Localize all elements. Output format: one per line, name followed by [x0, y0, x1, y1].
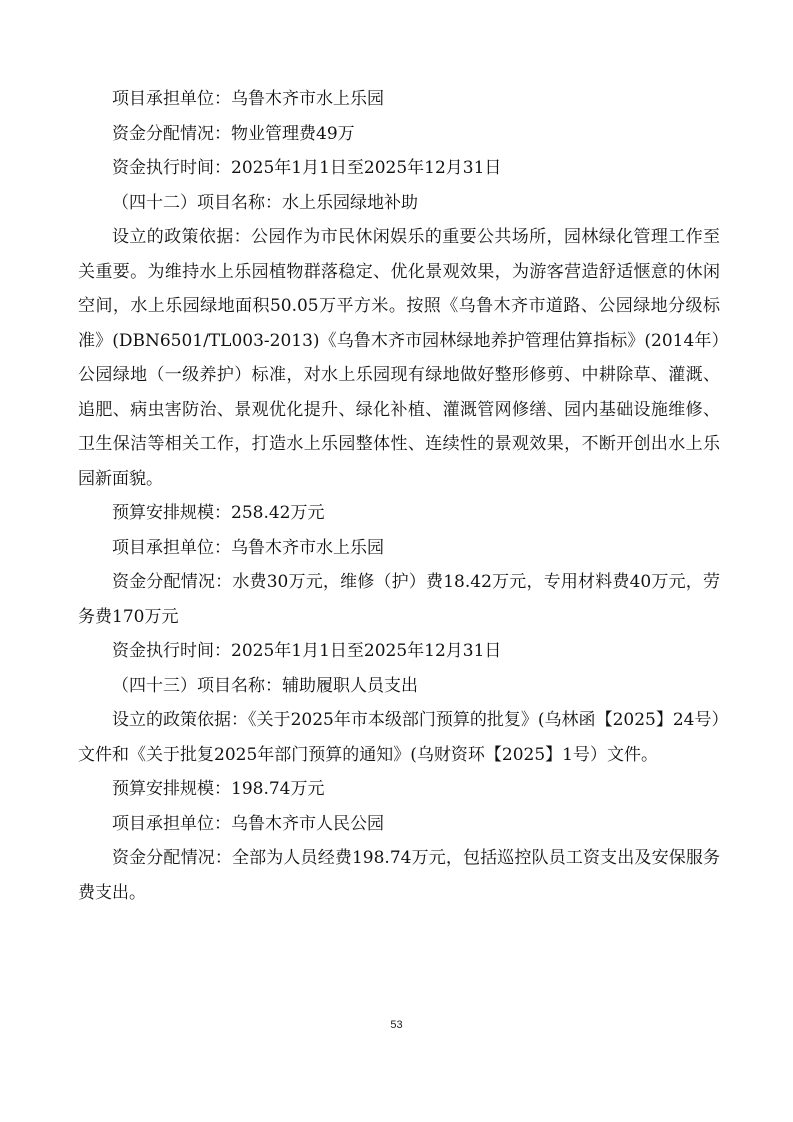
- paragraph-undertaking-unit-1: 项目承担单位：乌鲁木齐市水上乐园: [112, 89, 384, 109]
- section-heading-42: （四十二）项目名称：水上乐园绿地补助: [112, 192, 418, 213]
- paragraph-fund-allocation-42: 资金分配情况：水费30万元，维修（护）费18.42万元，专用材料费40万元，劳务费170万元: [78, 572, 720, 627]
- paragraph-undertaking-unit-43: 项目承担单位：乌鲁木齐市人民公园: [112, 813, 384, 834]
- paragraph-policy-basis-43: 设立的政策依据：《关于2025年市本级部门预算的批复》(乌林函【2025】24号）文件和《关于批复2025年部门预算的通知》(乌财资环【2025】1号）文件。: [78, 710, 720, 765]
- paragraph-fund-allocation-1: 资金分配情况：物业管理费49万: [112, 123, 355, 144]
- page-number: 53: [390, 1019, 403, 1031]
- paragraph-fund-allocation-43: 资金分配情况：全部为人员经费198.74万元，包括巡控队员工资支出及安保服务费支出。: [78, 848, 720, 903]
- paragraph-budget-scale-42: 预算安排规模：258.42万元: [112, 503, 325, 523]
- paragraph-budget-scale-43: 预算安排规模：198.74万元: [112, 779, 325, 799]
- paragraph-execution-time-42: 资金执行时间：2025年1月1日至2025年12月31日: [112, 641, 502, 661]
- document-body: [78, 82, 720, 910]
- paragraph-execution-time-1: 资金执行时间：2025年1月1日至2025年12月31日: [112, 158, 502, 178]
- paragraph-undertaking-unit-42: 项目承担单位：乌鲁木齐市水上乐园: [112, 537, 384, 558]
- paragraph-policy-basis-42: 设立的政策依据：公园作为市民休闲娱乐的重要公共场所，园林绿化管理工作至关重要。为维持水上乐园植物群落稳定、优化景观效果，为游客营造舒适惬意的休闲空间，水上乐园绿地面积50.05万平方米。按照《乌鲁木齐市道路、公园绿地分级标准》(DBN6501/TL003-2013)《乌鲁木齐市园林绿地养护管理估算指标》(2014年）公园绿地（一级养护）标准，对水上乐园现有绿地做好整形修剪、中耕除草、灌溉、追肥、病虫害防治、景观优化提升、绿化补植、灌溉管网修缮、园内基础设施维修、卫生保洁等相关工作，打造水上乐园整体性、连续性的景观效果，不断开创出水上乐园新面貌。: [78, 227, 720, 489]
- section-heading-43: （四十三）项目名称：辅助履职人员支出: [112, 675, 418, 696]
